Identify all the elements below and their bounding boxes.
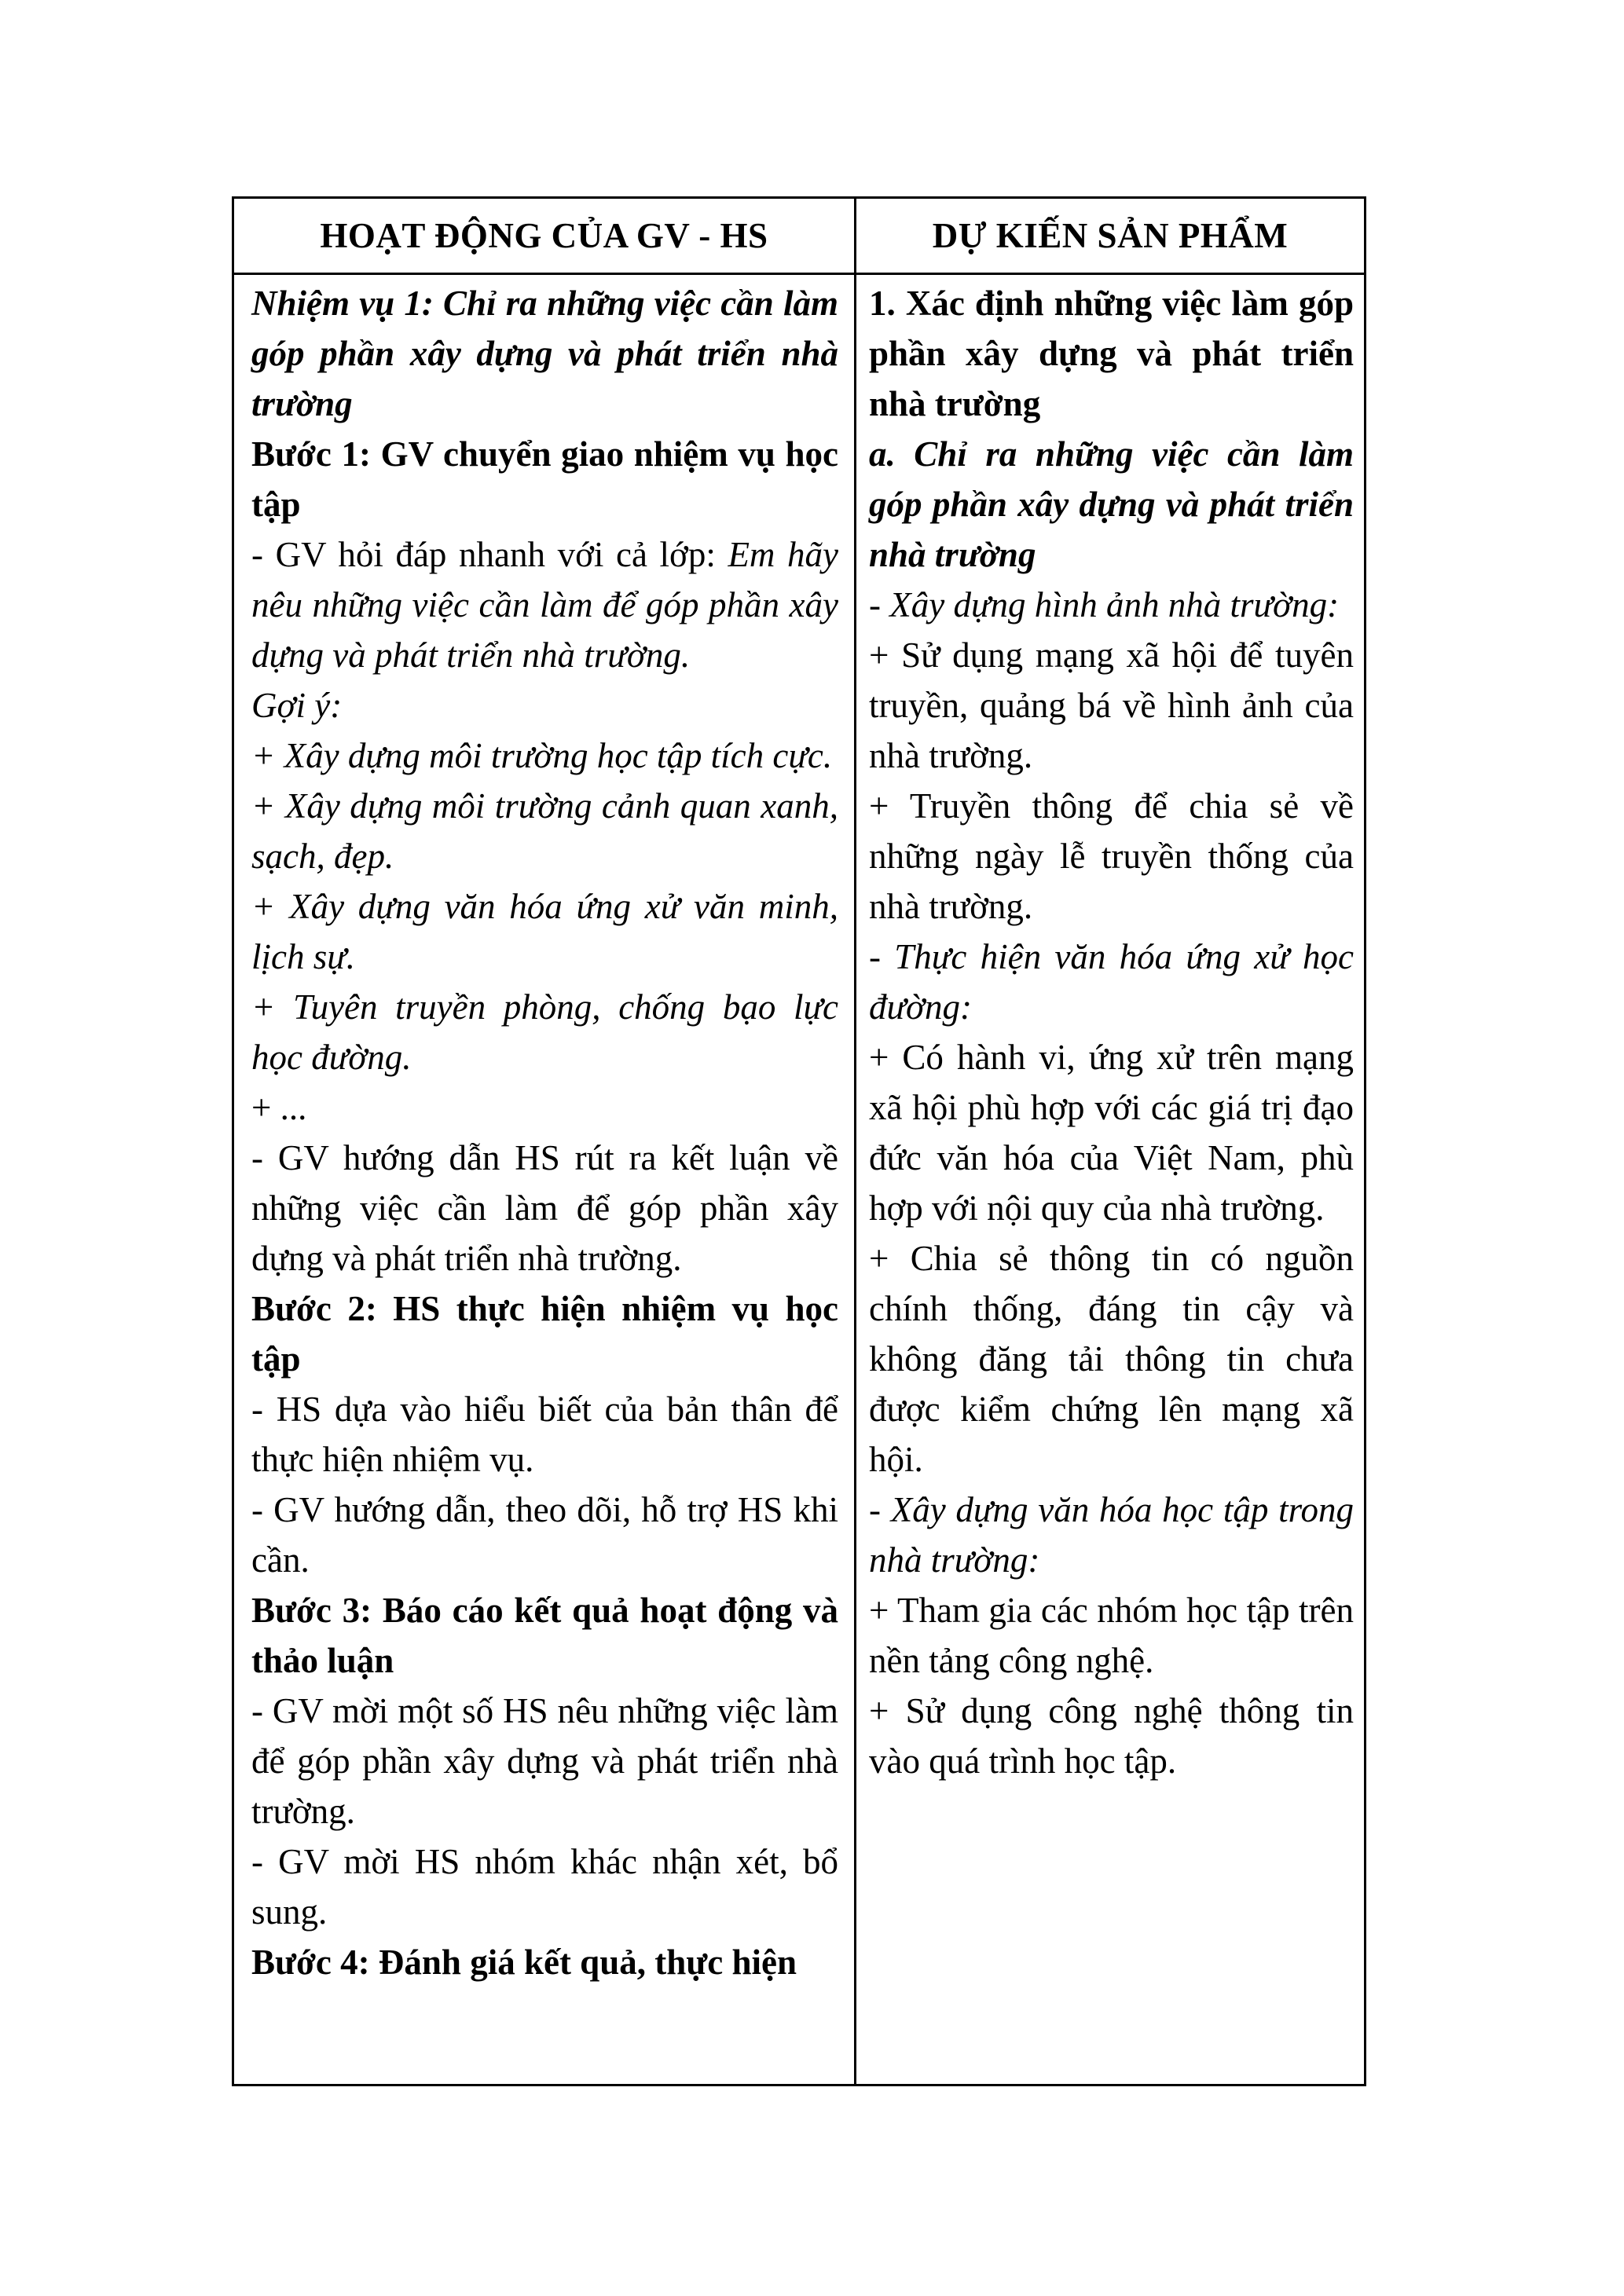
paragraph [251, 1082, 838, 1133]
paragraph [251, 731, 838, 781]
paragraph [869, 932, 1354, 1032]
text-run: Bước 4: Đánh giá kết quả, thực hiện [251, 1943, 797, 1982]
text-run: Bước 2: HS thực hiện nhiệm vụ học tập [251, 1289, 838, 1379]
paragraph [251, 529, 838, 680]
paragraph [251, 1485, 838, 1585]
paragraph [251, 781, 838, 881]
paragraph [869, 580, 1354, 630]
paragraph [869, 1585, 1354, 1686]
text-run: - GV hỏi đáp nhanh với cả lớp: [251, 535, 728, 574]
paragraph [251, 1283, 838, 1384]
text-run: Nhiệm vụ 1: Chỉ ra những việc cần làm góp phần xây dựng và phát triển nhà trường [251, 284, 838, 423]
paragraph [869, 278, 1354, 429]
paragraph [251, 982, 838, 1082]
text-run: - GV mời HS nhóm khác nhận xét, bổ sung. [251, 1842, 838, 1932]
paragraph [251, 278, 838, 429]
paragraph [251, 680, 838, 731]
text-run: Gợi ý: [251, 686, 343, 725]
text-run: + Có hành vi, ứng xử trên mạng xã hội phù hợp với các giá trị đạo đức văn hóa của Việt Nam, phù hợp với nội quy của nhà trường. [869, 1038, 1354, 1228]
text-run: - Xây dựng văn hóa học tập trong nhà trường: [869, 1490, 1354, 1580]
paragraph [251, 429, 838, 529]
column-expected-products [856, 275, 1364, 2084]
text-run: + Tham gia các nhóm học tập trên nền tảng công nghệ. [869, 1591, 1354, 1680]
paragraph [869, 1485, 1354, 1585]
text-run: + Sử dụng công nghệ thông tin vào quá trình học tập. [869, 1691, 1354, 1781]
column-gv-hs-activities [234, 275, 856, 2084]
text-run: 1. Xác định những việc làm góp phần xây dựng và phát triển nhà trường [869, 284, 1354, 423]
paragraph [869, 1032, 1354, 1233]
text-run: + Tuyên truyền phòng, chống bạo lực học đường. [251, 987, 838, 1077]
text-run: a. Chỉ ra những việc cần làm góp phần xây dựng và phát triển nhà trường [869, 434, 1354, 574]
paragraph [251, 881, 838, 982]
text-run: Bước 1: GV chuyển giao nhiệm vụ học tập [251, 434, 838, 524]
paragraph [869, 1233, 1354, 1485]
table-body-row [234, 275, 1364, 2084]
paragraph [869, 781, 1354, 932]
paragraph [869, 429, 1354, 580]
text-run: - HS dựa vào hiểu biết của bản thân để thực hiện nhiệm vụ. [251, 1390, 838, 1479]
table-header-row [234, 199, 1364, 275]
text-run: - Thực hiện văn hóa ứng xử học đường: [869, 937, 1354, 1027]
header-cell-san-pham: DỰ KIẾN SẢN PHẨM [932, 216, 1289, 255]
text-run: Bước 3: Báo cáo kết quả hoạt động và thảo luận [251, 1591, 838, 1680]
paragraph [869, 1686, 1354, 1786]
paragraph [251, 1133, 838, 1283]
paragraph [251, 1836, 838, 1937]
text-run: Em hãy nêu những việc cần làm để góp phần xây dựng và phát triển nhà trường. [251, 535, 838, 675]
text-run: + Chia sẻ thông tin có nguồn chính thống, đáng tin cậy và không đăng tải thông tin chưa được kiểm chứng lên mạng xã hội. [869, 1239, 1354, 1479]
text-run: - GV hướng dẫn HS rút ra kết luận về những việc cần làm để góp phần xây dựng và phát triển nhà trường. [251, 1138, 838, 1278]
text-run: + Xây dựng văn hóa ứng xử văn minh, lịch sự. [251, 887, 838, 976]
text-run: + ... [251, 1088, 307, 1127]
header-cell-gv-hs: HOẠT ĐỘNG CỦA GV - HS [234, 199, 856, 273]
paragraph [251, 1937, 838, 1987]
text-run: + Xây dựng môi trường học tập tích cực. [251, 736, 833, 775]
text-run: + Xây dựng môi trường cảnh quan xanh, sạch, đẹp. [251, 786, 838, 876]
paragraph [251, 1585, 838, 1686]
text-run: - Xây dựng hình ảnh nhà trường: [869, 585, 1340, 624]
text-run: + Truyền thông để chia sẻ về những ngày lễ truyền thống của nhà trường. [869, 786, 1354, 926]
text-run: + Sử dụng mạng xã hội để tuyên truyền, quảng bá về hình ảnh của nhà trường. [869, 635, 1354, 775]
paragraph [251, 1384, 838, 1485]
text-run: - GV mời một số HS nêu những việc làm để góp phần xây dựng và phát triển nhà trường. [251, 1691, 838, 1831]
paragraph [869, 630, 1354, 781]
paragraph [251, 1686, 838, 1836]
lesson-plan-table [232, 196, 1366, 2086]
text-run: - GV hướng dẫn, theo dõi, hỗ trợ HS khi cần. [251, 1490, 838, 1580]
